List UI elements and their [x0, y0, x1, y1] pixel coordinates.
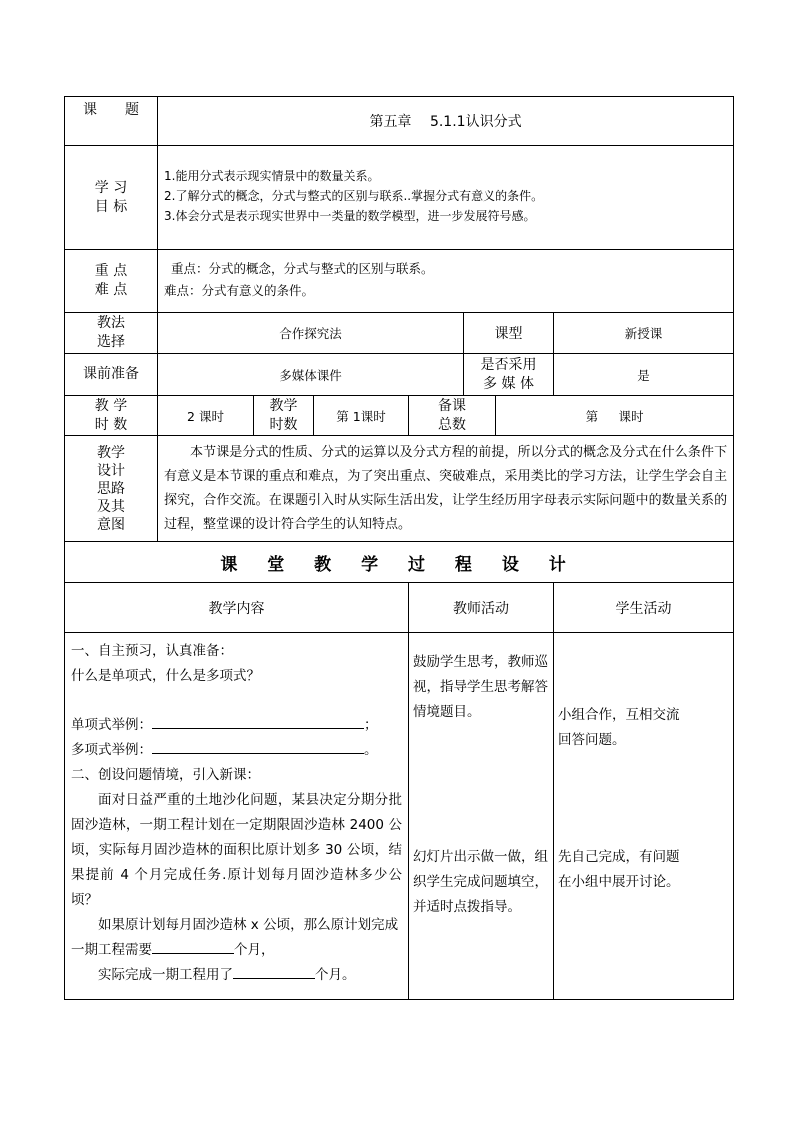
- media-value: 是: [554, 354, 734, 396]
- media-label-cell: [464, 354, 554, 396]
- design-label-line: 教学: [97, 444, 125, 461]
- section-1-question: 什么是单项式，什么是多项式？: [71, 668, 260, 684]
- hours-label-2: 时 数: [94, 416, 128, 433]
- question-2-pre: 实际完成一期工程用了: [98, 967, 233, 983]
- teach-hours-value: 第 1课时: [314, 396, 409, 436]
- question-1: [71, 913, 402, 963]
- keypoints-label-2: 难 点: [94, 282, 128, 298]
- question-2-post: 个月。: [315, 967, 356, 983]
- col-content-header: 教学内容: [65, 583, 409, 633]
- question-2: [71, 963, 402, 988]
- objectives-cell: [158, 146, 734, 250]
- method-label-1: 教法: [97, 315, 125, 331]
- design-label-cell: [65, 436, 158, 542]
- method-value: 合作探究法: [158, 313, 464, 354]
- monomial-example-line: [71, 713, 402, 738]
- keypoints-label-cell: [65, 250, 158, 313]
- section-2-title: 二、创设问题情境，引入新课：: [71, 767, 260, 783]
- monomial-end: ；: [364, 717, 378, 733]
- objectives-label-2: 目 标: [94, 198, 128, 215]
- design-cell: [158, 436, 734, 542]
- col-student-header: 学生活动: [554, 583, 734, 633]
- teach-hours-label-2: 时数: [269, 416, 298, 433]
- objectives-label-cell: [65, 146, 158, 250]
- student-activity-2: 先自己完成，有问题在小组中展开讨论。: [558, 849, 680, 890]
- prep-value: 多媒体课件: [158, 354, 464, 396]
- total-hours-label-2: 总数: [438, 416, 466, 433]
- polynomial-blank[interactable]: [152, 739, 364, 754]
- design-label-line: 及其: [97, 498, 125, 515]
- topic-label: 课 题: [83, 102, 139, 118]
- keypoints-cell: [158, 250, 734, 313]
- total-hours-value: 第 课时: [496, 396, 734, 436]
- design-label-line: 意图: [97, 516, 125, 533]
- topic-value-cell: [158, 97, 734, 146]
- objective-item: 1.能用分式表示现实情景中的数量关系。: [164, 169, 380, 183]
- design-label-line: 设计: [97, 462, 125, 479]
- monomial-blank[interactable]: [152, 714, 364, 729]
- section-1-title: 一、自主预习，认真准备：: [71, 643, 233, 659]
- teacher-activity-2: 幻灯片出示做一做，组织学生完成问题填空，并适时点拨指导。: [413, 849, 548, 915]
- polynomial-end: 。: [364, 742, 378, 758]
- teach-hours-label-cell: [254, 396, 314, 436]
- prep-label: 课前准备: [65, 354, 158, 396]
- hours-label-cell: [65, 396, 158, 436]
- teacher-activity-cell: [409, 633, 554, 1000]
- problem-text: 面对日益严重的土地沙化问题，某县决定分期分批固沙造林，一期工程计划在一定期限固沙造林 2400 公顷，实际每月固沙造林的面积比原计划多 30 公顷，结果提前 4 个月完成任务.原计划每月固沙造林多少公顷？: [71, 792, 402, 908]
- content-cell: [65, 633, 409, 1000]
- design-text: 本节课是分式的性质、分式的运算以及分式方程的前提，所以分式的概念及分式在什么条件下有意义是本节课的重点和难点，为了突出重点、突破难点，采用类比的学习方法，让学生学会自主探究，合作交流。在课题引入时从实际生活出发，让学生经历用字母表示实际问题中的数量关系的过程，整堂课的设计符合学生的认知特点。: [164, 444, 728, 532]
- key-point: 重点：分式的概念，分式与整式的区别与联系。: [171, 261, 434, 276]
- polynomial-example-line: [71, 738, 402, 763]
- monomial-label: 单项式举例：: [71, 717, 152, 733]
- total-hours-label-1: 备课: [438, 397, 466, 414]
- topic-label-cell: [65, 97, 158, 146]
- objective-item: 3.体会分式是表示现实世界中一类量的数学模型，进一步发展符号感。: [164, 209, 536, 223]
- student-activity-cell: [554, 633, 734, 1000]
- type-value: 新授课: [554, 313, 734, 354]
- media-label-2: 多 媒 体: [483, 375, 534, 392]
- teach-hours-label-1: 教学: [269, 397, 298, 414]
- process-title: 课 堂 教 学 过 程 设 计: [65, 542, 734, 583]
- question-1-pre: 如果原计划每月固沙造林 x 公顷，那么原计划完成一期工程需要: [71, 917, 399, 958]
- type-label: 课型: [464, 313, 554, 354]
- hours-label-1: 教 学: [94, 397, 128, 414]
- total-hours-label-cell: [409, 396, 496, 436]
- hours-value: 2 课时: [158, 396, 254, 436]
- teacher-activity-1: 鼓励学生思考，教师巡视，指导学生思考解答情境题目。: [413, 654, 548, 720]
- col-teacher-header: 教师活动: [409, 583, 554, 633]
- media-label-1: 是否采用: [480, 356, 537, 373]
- objectives-label-1: 学 习: [94, 179, 128, 196]
- difficult-point: 难点：分式有意义的条件。: [164, 283, 315, 298]
- question-2-blank[interactable]: [233, 964, 315, 979]
- question-1-post: 个月，: [234, 942, 275, 958]
- question-1-blank[interactable]: [152, 939, 234, 954]
- lesson-plan-table: [64, 96, 734, 1000]
- objective-item: 2.了解分式的概念，分式与整式的区别与联系..掌握分式有意义的条件。: [164, 189, 544, 203]
- method-label-cell: [65, 313, 158, 354]
- polynomial-label: 多项式举例：: [71, 742, 152, 758]
- method-label-2: 选择: [97, 334, 125, 350]
- design-label-line: 思路: [97, 480, 125, 497]
- student-activity-1: 小组合作，互相交流回答问题。: [558, 707, 680, 748]
- keypoints-label-1: 重 点: [94, 263, 128, 279]
- topic-value: 第五章 5.1.1认识分式: [369, 114, 522, 130]
